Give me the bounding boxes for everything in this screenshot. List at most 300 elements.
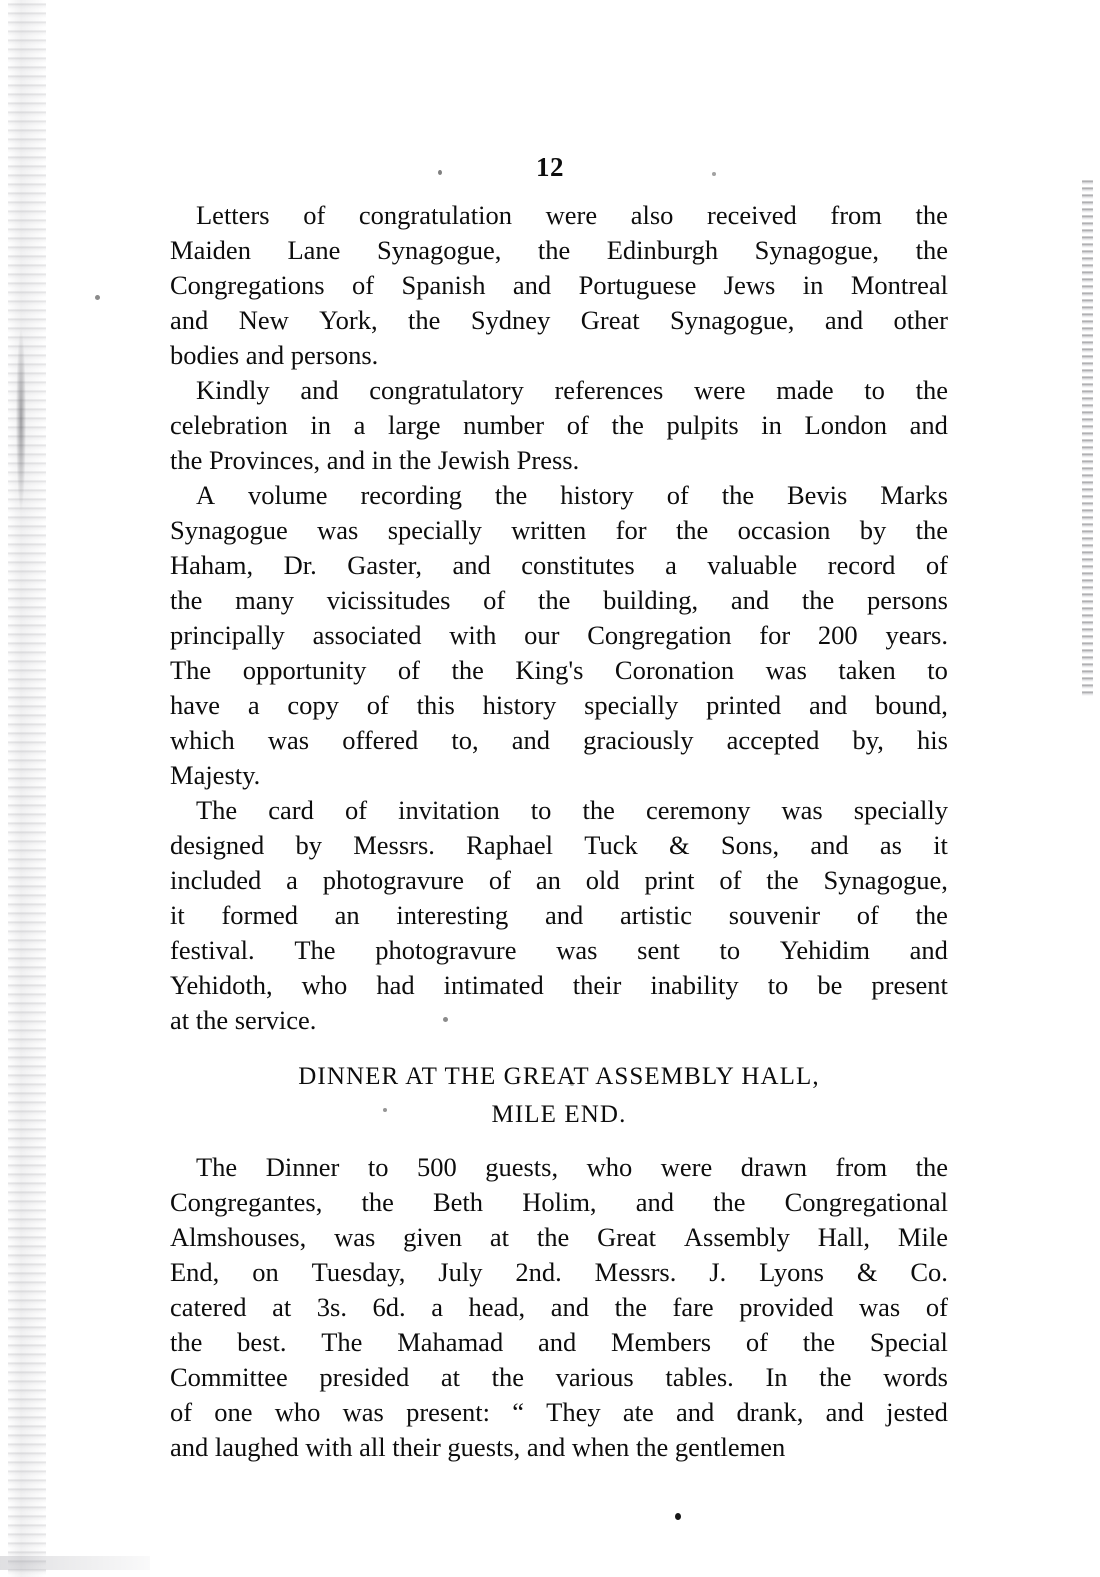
text-word: the [802, 1327, 836, 1357]
text-word: words [883, 1362, 948, 1392]
text-word: Lane [287, 235, 341, 265]
text-word: Edinburgh [606, 235, 719, 265]
text-word: specially [584, 690, 679, 720]
text-word: Hall, [817, 1222, 871, 1252]
text-word: Beth [433, 1187, 484, 1217]
text-word: bound, [875, 690, 948, 720]
text-word: Mile [897, 1222, 948, 1252]
para-dinner [170, 1150, 948, 1465]
text-word: congratulatory [369, 375, 524, 405]
text-line [170, 688, 948, 723]
text-word: many [235, 585, 294, 615]
text-line [170, 1325, 948, 1360]
text-word: drank, [736, 1397, 804, 1427]
text-word: Committee [170, 1362, 288, 1392]
text-word: photogravure [375, 935, 517, 965]
text-word: opportunity [242, 655, 367, 685]
text-word: the [170, 585, 203, 615]
text-word: in [802, 270, 824, 300]
text-word: celebration [170, 410, 288, 440]
text-word: the [170, 1327, 203, 1357]
text-line [170, 303, 948, 338]
text-word: New [238, 305, 289, 335]
text-line [170, 198, 948, 233]
text-word: the [766, 865, 799, 895]
text-word: principally [170, 620, 285, 650]
text-word: interesting [396, 900, 509, 930]
text-word: The [196, 1152, 238, 1182]
text-word: and [537, 1327, 577, 1357]
text-word: number [463, 410, 545, 440]
text-word: intimated [443, 970, 544, 1000]
text-word: associated [312, 620, 422, 650]
text-word: to [719, 935, 741, 965]
text-word: received [707, 200, 797, 230]
text-word: copy [287, 690, 339, 720]
text-line [170, 233, 948, 268]
text-line: and laughed with all their guests, and when the gentlemen [170, 1432, 786, 1462]
para-kindly [170, 373, 948, 478]
text-word: In [765, 1362, 788, 1392]
text-word: present: [406, 1397, 490, 1427]
text-word: guests, [485, 1152, 559, 1182]
text-word: Messrs. [594, 1257, 677, 1287]
text-word: were [694, 375, 746, 405]
text-word: was [267, 725, 310, 755]
text-word: and [170, 305, 209, 335]
text-word: the [915, 900, 948, 930]
text-word: the [915, 515, 948, 545]
text-word: “ [512, 1397, 524, 1427]
text-word: the [675, 515, 709, 545]
text-word: of [719, 865, 742, 895]
text-word: the [721, 480, 755, 510]
text-word: at [489, 1222, 510, 1252]
text-line [170, 268, 948, 303]
text-word: and [824, 305, 864, 335]
text-word: ceremony [645, 795, 751, 825]
text-word: Synagogue [170, 515, 288, 545]
text-word: it [933, 830, 948, 860]
ink-speck [95, 295, 100, 300]
text-word: have [170, 690, 221, 720]
text-word: taken [838, 655, 896, 685]
text-word: for [759, 620, 791, 650]
text-word: ate [622, 1397, 654, 1427]
text-word: for [615, 515, 647, 545]
text-line [170, 1185, 948, 1220]
text-word: They [546, 1397, 601, 1427]
text-word: the [451, 655, 484, 685]
text-word: old [585, 865, 620, 895]
text-word: to [530, 795, 552, 825]
text-word: souvenir [728, 900, 821, 930]
text-word: and [675, 1397, 715, 1427]
text-word: Co. [910, 1257, 948, 1287]
page-number: 12 [536, 152, 564, 182]
text-word: the [582, 795, 615, 825]
text-word: photogravure [322, 865, 465, 895]
text-word: Members [611, 1327, 712, 1357]
text-word: Almshouses, [170, 1222, 307, 1252]
text-word: who [586, 1152, 633, 1182]
text-word: from [830, 200, 882, 230]
text-line [170, 1255, 948, 1290]
text-word: and [300, 375, 339, 405]
text-line: the Provinces, and in the Jewish Press. [170, 445, 580, 475]
text-word: and [825, 1397, 864, 1427]
text-word: the [614, 1292, 647, 1322]
text-line: bodies and persons. [170, 340, 379, 370]
text-word: Sydney [470, 305, 551, 335]
text-word: Lyons [759, 1257, 824, 1287]
text-line [170, 1360, 948, 1395]
text-word: and [909, 935, 948, 965]
text-word: Coronation [614, 655, 735, 685]
text-word: catered [170, 1292, 247, 1322]
text-word: with [449, 620, 497, 650]
text-word: Congregation [587, 620, 732, 650]
text-word: fare [672, 1292, 714, 1322]
text-word: the [491, 1362, 525, 1392]
text-line [170, 968, 948, 1003]
text-word: specially [853, 795, 948, 825]
text-line [170, 618, 948, 653]
text-word: of [925, 550, 948, 580]
text-line [170, 723, 948, 758]
scan-gutter-noise [8, 0, 46, 1577]
text-word: and [452, 550, 491, 580]
text-word: printed [706, 690, 782, 720]
text-word: of [856, 900, 879, 930]
text-word: the [537, 235, 571, 265]
text-word: Assembly [683, 1222, 790, 1252]
text-word: Haham, [170, 550, 254, 580]
text-line [170, 373, 948, 408]
text-word: the [819, 1362, 852, 1392]
text-word: the [915, 235, 948, 265]
text-word: the [915, 200, 948, 230]
text-line [170, 1290, 948, 1325]
text-word: the [408, 305, 441, 335]
text-word: also [630, 200, 674, 230]
text-word: Sons, [720, 830, 780, 860]
text-line [170, 1395, 948, 1430]
text-word: designed [170, 830, 265, 860]
text-word: print [644, 865, 695, 895]
text-word: were [545, 200, 598, 230]
text-word: and [550, 1292, 590, 1322]
text-word: 3s. [316, 1292, 347, 1322]
text-line [170, 793, 948, 828]
text-word: Raphael [466, 830, 553, 860]
text-word: references [554, 375, 664, 405]
ink-speck [675, 1513, 681, 1520]
text-word: of [397, 655, 420, 685]
text-word: recording [360, 480, 462, 510]
text-word: Holim, [522, 1187, 597, 1217]
text-word: history [482, 690, 557, 720]
text-word: A [196, 480, 216, 510]
text-word: of [566, 410, 589, 440]
text-word: inability [650, 970, 739, 1000]
text-word: constitutes [521, 550, 635, 580]
text-word: the [915, 1152, 948, 1182]
text-word: to [767, 970, 789, 1000]
text-word: The [196, 795, 238, 825]
text-word: in [761, 410, 782, 440]
text-word: an [334, 900, 360, 930]
text-word: persons [866, 585, 948, 615]
text-word: by [295, 830, 322, 860]
text-word: graciously [583, 725, 694, 755]
text-word: offered [342, 725, 419, 755]
text-word: of [344, 795, 368, 825]
text-word: of [170, 1397, 193, 1427]
text-word: to [864, 375, 885, 405]
text-word: their [572, 970, 622, 1000]
text-word: the [536, 1222, 570, 1252]
text-word: jested [886, 1397, 948, 1427]
text-word: on [252, 1257, 279, 1287]
text-word: of [488, 865, 511, 895]
text-line [170, 408, 948, 443]
text-word: was [765, 655, 807, 685]
text-word: was [342, 1397, 384, 1427]
text-word: at [272, 1292, 292, 1322]
text-word: a [353, 410, 366, 440]
page-text-block [170, 198, 948, 1465]
text-word: in [310, 410, 331, 440]
text-word: vicissitudes [326, 585, 451, 615]
text-word: of [745, 1327, 768, 1357]
text-word: York, [319, 305, 378, 335]
text-word: pulpits [666, 410, 739, 440]
text-word: of [925, 1292, 948, 1322]
text-word: Synagogue, [754, 235, 880, 265]
text-word: Gaster, [347, 550, 423, 580]
text-line [170, 1220, 948, 1255]
text-word: a [247, 690, 260, 720]
text-word: various [555, 1362, 634, 1392]
text-word: the [915, 375, 948, 405]
text-word: Spanish [401, 270, 486, 300]
text-line [170, 478, 948, 513]
text-word: a [286, 865, 298, 895]
text-word: as [879, 830, 902, 860]
text-word: and [544, 900, 584, 930]
text-word: and [730, 585, 770, 615]
text-word: Kindly [196, 375, 270, 405]
text-word: had [376, 970, 415, 1000]
para-volume [170, 478, 948, 793]
text-word: a [665, 550, 677, 580]
text-word: were [660, 1152, 713, 1182]
text-word: Montreal [850, 270, 948, 300]
text-line [170, 933, 948, 968]
text-word: 200 [817, 620, 858, 650]
text-word: Special [869, 1327, 948, 1357]
text-line [170, 548, 948, 583]
text-word: one [214, 1397, 253, 1427]
text-word: best. [237, 1327, 287, 1357]
text-word: & [856, 1257, 878, 1287]
text-word: at [440, 1362, 460, 1392]
text-word: The [170, 655, 212, 685]
text-word: of [303, 200, 326, 230]
text-word: an [535, 865, 561, 895]
text-word: given [403, 1222, 463, 1252]
text-line [170, 898, 948, 933]
text-word: was [781, 795, 823, 825]
text-word: present [871, 970, 948, 1000]
text-word: history [560, 480, 634, 510]
text-word: Messrs. [353, 830, 435, 860]
text-line [170, 583, 948, 618]
text-word: Yehidim [779, 935, 870, 965]
text-word: to, [451, 725, 479, 755]
text-line [170, 513, 948, 548]
text-word: Great [597, 1222, 657, 1252]
text-word: Jews [723, 270, 776, 300]
text-word: made [776, 375, 834, 405]
text-word: be [817, 970, 843, 1000]
text-word: formed [221, 900, 298, 930]
text-word: 6d. [372, 1292, 406, 1322]
text-word: valuable [707, 550, 798, 580]
text-word: artistic [619, 900, 693, 930]
text-word: Portuguese [578, 270, 697, 300]
text-line [170, 653, 948, 688]
scan-right-edge-artifact [1082, 178, 1093, 698]
text-word: our [524, 620, 560, 650]
text-word: 2nd. [515, 1257, 562, 1287]
text-word: to [367, 1152, 389, 1182]
text-word: Yehidoth, [170, 970, 273, 1000]
text-word: from [835, 1152, 888, 1182]
text-line: Majesty. [170, 760, 261, 790]
text-word: Synagogue, [823, 865, 948, 895]
text-word: Bevis [786, 480, 848, 510]
text-word: included [170, 865, 262, 895]
text-word: of [366, 690, 389, 720]
text-word: the [611, 410, 644, 440]
text-word: Maiden [170, 235, 251, 265]
text-line [170, 863, 948, 898]
heading-dinner [170, 1058, 948, 1134]
text-word: who [301, 970, 348, 1000]
text-word: a [431, 1292, 443, 1322]
text-word: record [827, 550, 896, 580]
text-word: the [713, 1187, 746, 1217]
text-word: written [511, 515, 587, 545]
text-word: Congregations [170, 270, 325, 300]
text-word: & [669, 830, 690, 860]
text-word: occasion [737, 515, 831, 545]
text-word: card [268, 795, 314, 825]
text-word: accepted [726, 725, 820, 755]
heading-line: MILE END. [491, 1101, 627, 1128]
text-word: was [859, 1292, 901, 1322]
text-word: and [512, 270, 552, 300]
text-line [170, 1150, 948, 1185]
text-word: volume [248, 480, 328, 510]
text-word: the [494, 480, 528, 510]
text-word: Tuck [584, 830, 638, 860]
text-word: was [317, 515, 359, 545]
text-word: King's [515, 655, 584, 685]
text-word: Dr. [283, 550, 317, 580]
text-word: his [917, 725, 948, 755]
text-word: by [859, 515, 887, 545]
text-word: head, [468, 1292, 526, 1322]
text-word: and [808, 690, 848, 720]
text-word: and [810, 830, 849, 860]
text-word: to [927, 655, 948, 685]
text-word: and [909, 410, 948, 440]
text-word: was [334, 1222, 376, 1252]
text-word: the [801, 585, 835, 615]
text-word: of [666, 480, 689, 510]
text-word: End, [170, 1257, 220, 1287]
text-word: other [893, 305, 948, 335]
text-word: The [321, 1327, 363, 1357]
text-word: who [274, 1397, 321, 1427]
text-word: Synagogue, [376, 235, 502, 265]
text-word: Synagogue, [670, 305, 795, 335]
text-word: this [416, 690, 455, 720]
text-word: large [388, 410, 441, 440]
text-word: tables. [665, 1362, 734, 1392]
text-word: building, [603, 585, 699, 615]
heading-line: DINNER AT THE GREAT ASSEMBLY HALL, [298, 1063, 820, 1090]
text-word: 500 [416, 1152, 457, 1182]
text-word: The [294, 935, 336, 965]
text-word: was [556, 935, 598, 965]
text-word: by, [852, 725, 884, 755]
scan-gutter-smudge [16, 330, 26, 510]
text-line: at the service. [170, 1005, 317, 1035]
text-word: specially [387, 515, 482, 545]
text-word: Congregational [784, 1187, 948, 1217]
text-word: Letters [196, 200, 270, 230]
text-word: July [438, 1257, 483, 1287]
scan-bottom-edge-artifact [0, 1556, 150, 1570]
text-word: the [538, 585, 571, 615]
text-word: Dinner [265, 1152, 340, 1182]
text-word: of [483, 585, 506, 615]
text-word: Mahamad [397, 1327, 504, 1357]
text-word: London [804, 410, 887, 440]
para-card [170, 793, 948, 1038]
text-word: presided [319, 1362, 410, 1392]
text-word: and [511, 725, 551, 755]
text-word: Great [580, 305, 640, 335]
para-letters [170, 198, 948, 373]
text-word: years. [885, 620, 948, 650]
text-word: of [352, 270, 375, 300]
text-word: drawn [740, 1152, 808, 1182]
text-line [170, 828, 948, 863]
text-word: which [170, 725, 235, 755]
text-word: Tuesday, [311, 1257, 406, 1287]
text-word: sent [637, 935, 680, 965]
text-word: congratulation [358, 200, 512, 230]
text-word: Congregantes, [170, 1187, 323, 1217]
text-word: provided [739, 1292, 834, 1322]
text-word: invitation [398, 795, 500, 825]
text-word: it [170, 900, 185, 930]
